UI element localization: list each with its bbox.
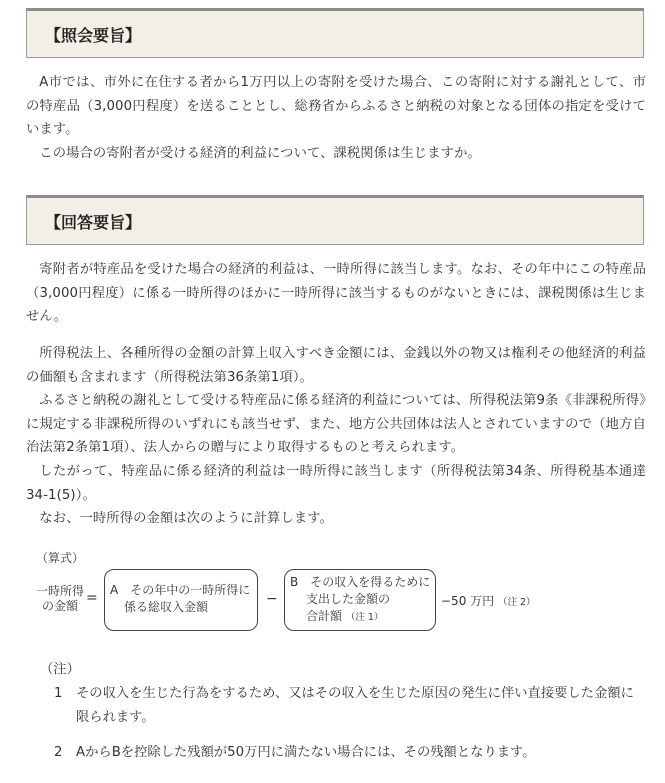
- formula-a-line-2: 係る総収入金額: [124, 600, 209, 614]
- note-number: 2: [54, 745, 63, 760]
- note-item-2: [56, 741, 646, 765]
- note-item-1: [56, 682, 646, 729]
- formula-term-b: [290, 574, 430, 626]
- formula-b-note: （注 1）: [345, 612, 384, 623]
- formula-a-line-1: A その年中の一時所得に: [110, 583, 251, 597]
- formula-b-line-3: 合計額: [306, 609, 343, 623]
- answer-heading: [26, 195, 644, 245]
- formula-tail-note: （注 2）: [497, 597, 536, 608]
- inquiry-heading-text: 【照会要旨】: [45, 25, 142, 45]
- formula-diagram: [36, 565, 556, 635]
- answer-paragraph-4: したがって、特産品に係る経済的利益は一時所得に該当します（所得税法第34条、所得税基本通達34-1(5)）。: [26, 464, 646, 503]
- answer-paragraph-5: なお、一時所得の金額は次のように計算します。: [39, 511, 333, 526]
- formula-minus: −: [266, 591, 278, 607]
- note-text: AからBを控除した残額が50万円に満たない場合には、その残額となります。: [76, 745, 536, 760]
- note-number: 1: [54, 686, 63, 701]
- answer-paragraph-1: 寄附者が特産品を受けた場合の経済的利益は、一時所得に該当します。なお、その年中にこの特産品（3,000円程度）に係る一時所得のほかに一時所得に該当するものがないときには、課税関係は生じません。: [26, 262, 646, 325]
- inquiry-paragraph-2: この場合の寄附者が受ける経済的利益について、課税関係は生じますか。: [39, 146, 481, 161]
- formula-equals: =: [86, 590, 98, 606]
- note-text: その収入を生じた行為をするため、又はその収入を生じた原因の発生に伴い直接要した金額に限られます。: [76, 686, 634, 725]
- notes-heading: （注）: [40, 662, 80, 677]
- formula-tail-amount: −50 万円: [441, 594, 495, 608]
- formula-left-line-2: の金額: [42, 599, 79, 613]
- formula-b-line-3-wrap: [290, 608, 430, 626]
- formula-tail: [441, 592, 536, 609]
- answer-paragraph-2: 所得税法上、各種所得の金額の計算上収入すべき金額には、金銭以外の物又は権利その他経済的利益の価額も含まれます（所得税法第36条第1項）。: [26, 346, 646, 385]
- formula-left-term: [36, 584, 84, 614]
- formula-label: （算式）: [36, 551, 85, 565]
- inquiry-heading: [26, 8, 644, 58]
- answer-heading-text: 【回答要旨】: [45, 212, 142, 232]
- formula-left-line-1: 一時所得: [36, 584, 85, 598]
- formula-b-line-2: 支出した金額の: [306, 592, 391, 606]
- formula-term-a: [110, 582, 250, 616]
- inquiry-paragraph-1: A市では、市外に在住する者から1万円以上の寄附を受けた場合、この寄附に対する謝礼として、市の特産品（3,000円程度）を送ることとし、総務省からふるさと納税の対象となる団体の指定を受けています。: [26, 75, 646, 138]
- answer-paragraph-3: ふるさと納税の謝礼として受ける特産品に係る経済的利益については、所得税法第9条《非課税所得》に規定する非課税所得のいずれにも該当せず、また、地方公共団体は法人とされていますので（地方自治法第2条第1項）、法人からの贈与により取得するものと考えられます。: [26, 393, 646, 456]
- formula-b-line-1: B その収入を得るために: [290, 575, 431, 589]
